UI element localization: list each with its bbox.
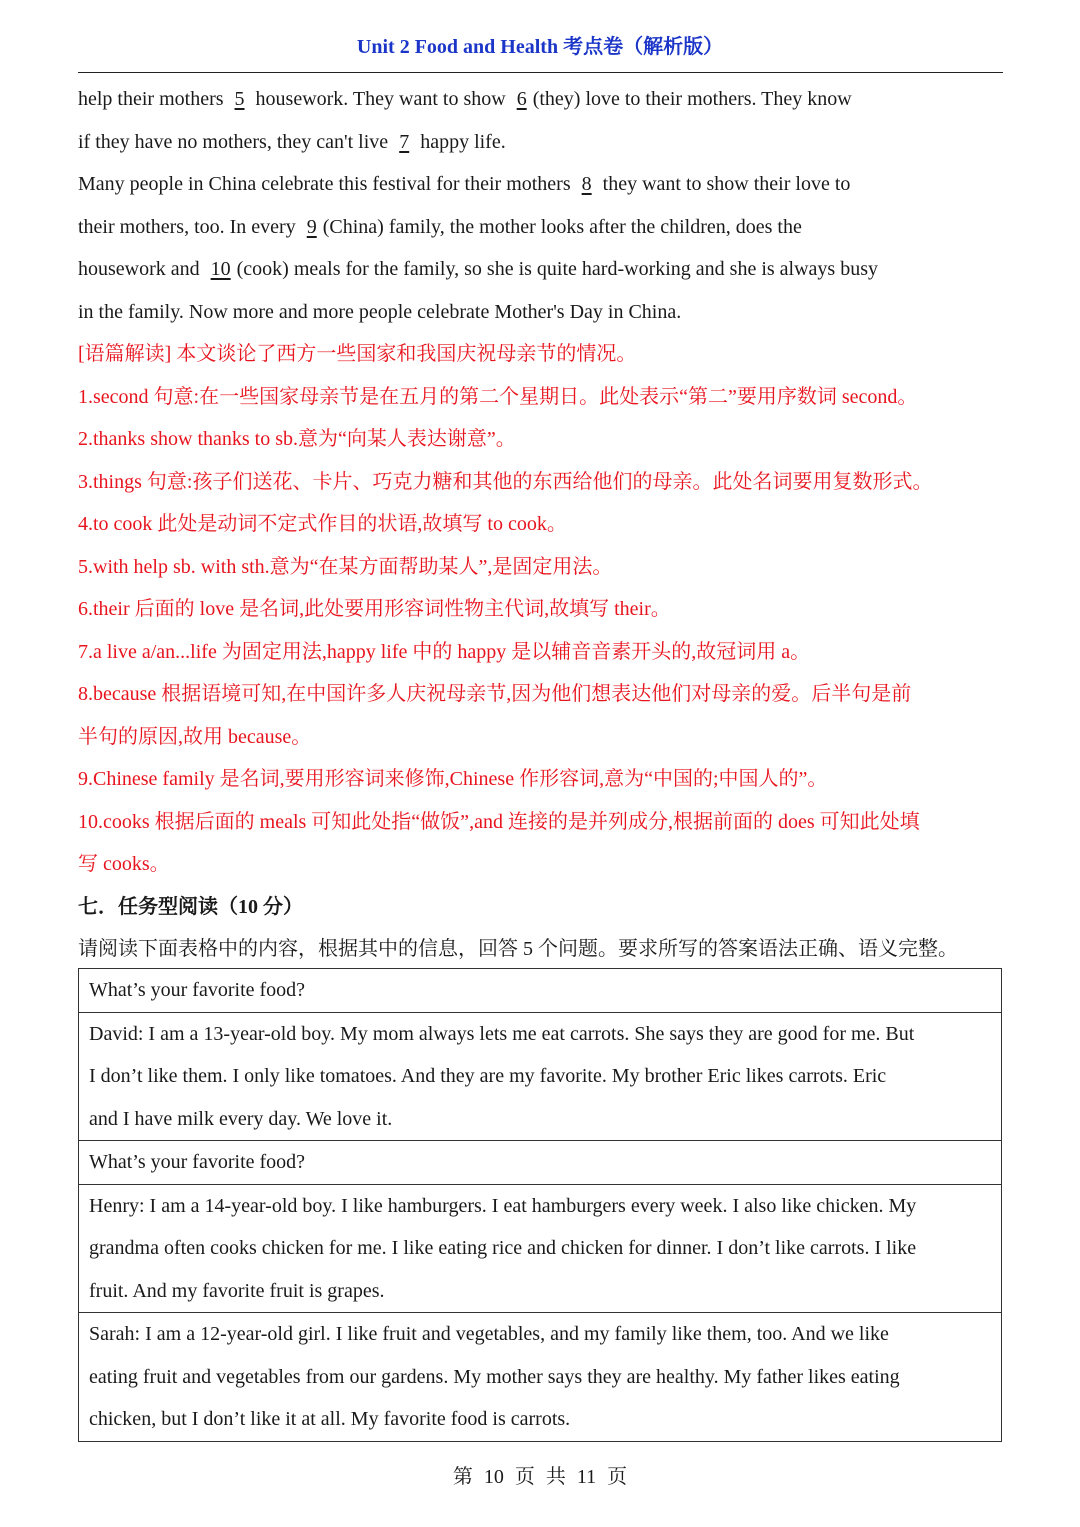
passage-line: in the family. Now more and more people celebrate Mother's Day in China. — [78, 300, 682, 323]
page-number: 第 10 页 共 11 页 — [452, 1466, 628, 1488]
section-title: 七．任务型阅读（10 分） — [78, 895, 303, 918]
blank-10: 10 — [210, 258, 231, 280]
question-cell: What’s your favorite food? — [79, 1141, 1002, 1185]
task-reading-table — [78, 968, 1002, 1442]
table-row — [79, 1184, 1002, 1313]
analysis-item: 4.to cook 此处是动词不定式作目的状语,故填写 to cook。 — [78, 513, 567, 535]
table-row — [79, 1012, 1002, 1141]
analysis-item: 7.a live a/an...life 为固定用法,happy life 中的 happy 是以辅音音素开头的,故冠词用 a。 — [78, 640, 811, 663]
section-instruction: 请阅读下面表格中的内容，根据其中的信息，回答 5 个问题。要求所写的答案语法正确、语义完整。 — [78, 938, 958, 960]
analysis-item: 2.thanks show thanks to sb.意为“向某人表达谢意”。 — [78, 428, 516, 450]
page-header-title: Unit 2 Food and Health 考点卷（解析版） — [356, 36, 724, 58]
header-divider — [78, 72, 1003, 73]
analysis-item: 半句的原因,故用 because。 — [78, 725, 312, 748]
analysis-summary: [语篇解读] 本文谈论了西方一些国家和我国庆祝母亲节的情况。 — [78, 343, 637, 365]
table-row — [79, 1313, 1002, 1442]
answer-cell-sarah: Sarah: I am a 12-year-old girl. I like fruit and vegetables, and my family like them, too. And we like eating fruit and vegetables from our gardens. My mother says they are healthy. My father likes eating chicken, but I don’t like it at all. My favorite food is carrots. — [79, 1313, 1002, 1442]
blank-7: 7 — [399, 130, 410, 153]
blank-6: 6 — [516, 88, 527, 110]
blank-8: 8 — [581, 173, 592, 195]
analysis-item: 写 cooks。 — [78, 853, 170, 875]
analysis-item: 10.cooks 根据后面的 meals 可知此处指“做饭”,and 连接的是并列成分,根据前面的 does 可知此处填 — [78, 810, 920, 833]
answer-cell-david: David: I am a 13-year-old boy. My mom always lets me eat carrots. She says they are good for me. But I don’t like them. I only like tomatoes. And they are my favorite. My brother Eric likes carrots. Eric and I have milk every day. We love it. — [79, 1012, 1002, 1141]
table-row — [79, 1141, 1002, 1185]
passage-line: housework and 10 (cook) meals for the family, so she is quite hard-working and she is always busy — [78, 248, 1008, 291]
passage-line: their mothers, too. In every 9 (China) family, the mother looks after the children, does the — [78, 206, 1008, 249]
question-cell: What’s your favorite food? — [79, 969, 1002, 1013]
analysis-item: 8.because 根据语境可知,在中国许多人庆祝母亲节,因为他们想表达他们对母亲的爱。后半句是前 — [78, 683, 912, 705]
passage-line: if they have no mothers, they can't live 7 happy life. — [78, 121, 1008, 164]
table-row — [79, 969, 1002, 1013]
main-content — [78, 78, 1008, 971]
analysis-item: 5.with help sb. with sth.意为“在某方面帮助某人”,是固定用法。 — [78, 555, 613, 578]
blank-9: 9 — [306, 215, 317, 238]
passage-line: help their mothers 5 housework. They want to show 6 (they) love to their mothers. They know — [78, 78, 1008, 121]
analysis-item: 1.second 句意:在一些国家母亲节是在五月的第二个星期日。此处表示“第二”要用序数词 second。 — [78, 385, 918, 408]
analysis-item: 3.things 句意:孩子们送花、卡片、巧克力糖和其他的东西给他们的母亲。此处名词要用复数形式。 — [78, 470, 933, 493]
answer-cell-henry: Henry: I am a 14-year-old boy. I like hamburgers. I eat hamburgers every week. I also like chicken. My grandma often cooks chicken for me. I like eating rice and chicken for dinner. I don’t like carrots. I like fruit. And my favorite fruit is grapes. — [79, 1184, 1002, 1313]
blank-5: 5 — [234, 88, 245, 110]
passage-line: Many people in China celebrate this festival for their mothers 8 they want to show their love to — [78, 163, 1008, 206]
analysis-item: 9.Chinese family 是名词,要用形容词来修饰,Chinese 作形容词,意为“中国的;中国人的”。 — [78, 768, 828, 790]
analysis-item: 6.their 后面的 love 是名词,此处要用形容词性物主代词,故填写 their。 — [78, 598, 671, 620]
